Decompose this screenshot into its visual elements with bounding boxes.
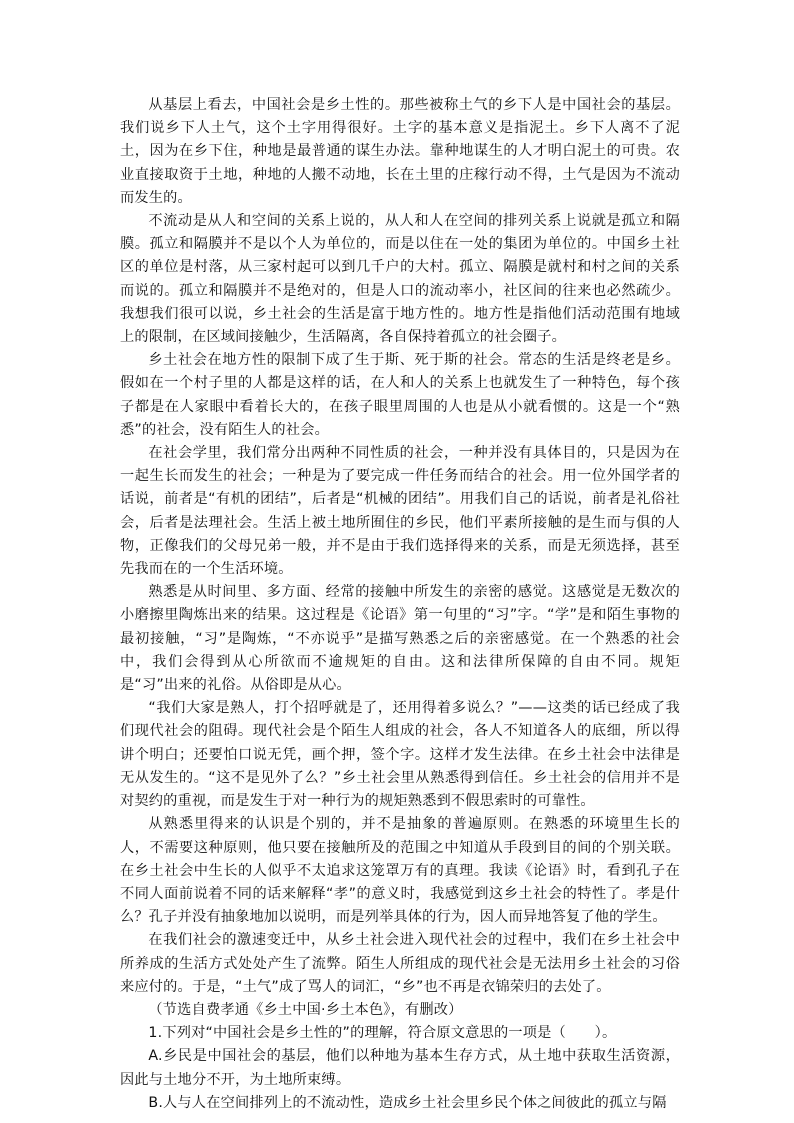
option-a: A.乡民是中国社会的基层，他们以种地为基本生存方式，从土地中获取生活资源，因此与土地分不开，为土地所束缚。 [120, 1048, 680, 1088]
article-paragraph-5: 熟悉是从时间里、多方面、经常的接触中所发生的亲密的感觉。这感觉是无数次的小磨擦里陶炼出来的结果。这过程是《论语》第一句里的“习”字。“学”是和陌生事物的最初接触，“习”是陶炼，“不亦说乎”是描写熟悉之后的亲密感觉。在一个熟悉的社会中，我们会得到从心所欲而不逾规矩的自由。这和法律所保障的自由不同。规矩是“习”出来的礼俗。从俗即是从心。 [120, 584, 680, 694]
article-paragraph-2: 不流动是从人和空间的关系上说的，从人和人在空间的排列关系上说就是孤立和隔膜。孤立和隔膜并不是以个人为单位的，而是以住在一处的集团为单位的。中国乡土社区的单位是村落，从三家村起可以到几千户的大村。孤立、隔膜是就村和村之间的关系而说的。孤立和隔膜并不是绝对的，但是人口的流动率小，社区间的往来也必然疏少。我想我们很可以说，乡土社会的生活是富于地方性的。地方性是指他们活动范围有地域上的限制，在区域间接触少，生活隔离，各自保持着孤立的社会圈子。 [120, 213, 680, 346]
document-body [120, 94, 680, 1115]
article-paragraph-6: “我们大家是熟人，打个招呼就是了，还用得着多说么？”——这类的话已经成了我们现代社会的阻碍。现代社会是个陌生人组成的社会，各人不知道各人的底细，所以得讲个明白；还要怕口说无凭，画个押，签个字。这样才发生法律。在乡土社会中法律是无从发生的。“这不是见外了么？”乡土社会里从熟悉得到信任。乡土社会的信用并不是对契约的重视，而是发生于对一种行为的规矩熟悉到不假思索时的可靠性。 [120, 700, 680, 810]
article-paragraph-3: 乡土社会在地方性的限制下成了生于斯、死于斯的社会。常态的生活是终老是乡。假如在一个村子里的人都是这样的话，在人和人的关系上也就发生了一种特色，每个孩子都是在人家眼中看着长大的，在孩子眼里周围的人也是从小就看惯的。这是一个“熟悉”的社会，没有陌生人的社会。 [120, 352, 680, 438]
article-paragraph-1: 从基层上看去，中国社会是乡土性的。那些被称土气的乡下人是中国社会的基层。我们说乡下人土气，这个土字用得很好。土字的基本意义是指泥土。乡下人离不了泥土，因为在乡下住，种地是最普通的谋生办法。靠种地谋生的人才明白泥土的可贵。农业直接取资于土地，种地的人搬不动地，长在土里的庄稼行动不得，土气是因为不流动而发生的。 [120, 97, 680, 206]
source-note: （节选自费孝通《乡土中国·乡土本色》，有删改） [148, 1001, 463, 1018]
article-paragraph-4: 在社会学里，我们常分出两种不同性质的社会，一种并没有具体目的，只是因为在一起生长而发生的社会；一种是为了要完成一件任务而结合的社会。用一位外国学者的话说，前者是“有机的团结”，后者是“机械的团结”。用我们自己的话说，前者是礼俗社会，后者是法理社会。生活上被土地所囿住的乡民，他们平素所接触的是生而与俱的人物，正像我们的父母兄弟一般，并不是由于我们选择得来的关系，而是无须选择，甚至先我而在的一个生活环境。 [120, 445, 680, 578]
option-b: B.人与人在空间排列上的不流动性，造成乡土社会里乡民个体之间彼此的孤立与隔 [148, 1094, 667, 1111]
question-stem: 1.下列对“中国社会是乡土性的”的理解，符合原文意思的一项是（ ）。 [148, 1025, 617, 1042]
article-paragraph-7: 从熟悉里得来的认识是个别的，并不是抽象的普遍原则。在熟悉的环境里生长的人，不需要这种原则，他只要在接触所及的范围之中知道从手段到目的间的个别关联。在乡土社会中生长的人似乎不太追求这笼罩万有的真理。我读《论语》时，看到孔子在不同人面前说着不同的话来解释“孝”的意义时，我感觉到这乡土社会的特性了。孝是什么？孔子并没有抽象地加以说明，而是列举具体的行为，因人而异地答复了他的学生。 [120, 816, 680, 926]
article-paragraph-8: 在我们社会的激速变迁中，从乡土社会进入现代社会的过程中，我们在乡土社会中所养成的生活方式处处产生了流弊。陌生人所组成的现代社会是无法用乡土社会的习俗来应付的。于是，“土气”成了骂人的词汇，“乡”也不再是衣锦荣归的去处了。 [120, 932, 680, 995]
